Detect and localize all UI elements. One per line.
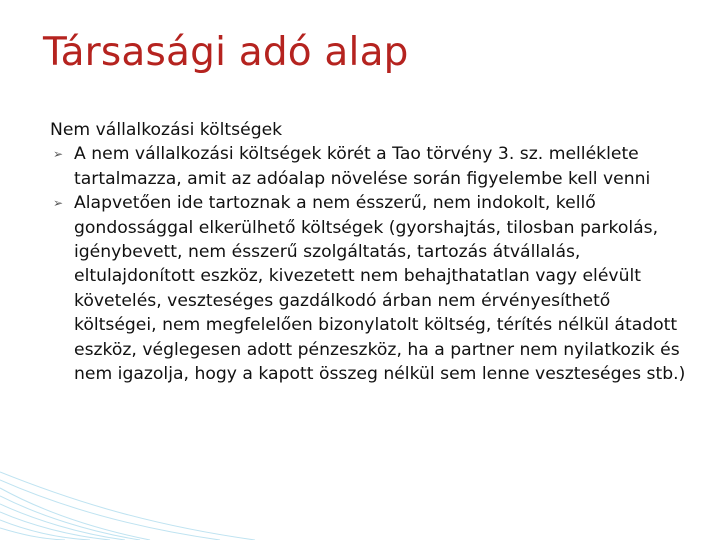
- bullet-list: [50, 142, 690, 386]
- arrow-bullet-icon: ➢: [53, 196, 64, 211]
- bullet-item: [50, 191, 690, 386]
- bullet-text: A nem vállalkozási költségek körét a Tao törvény 3. sz. melléklete tartalmazza, amit az adóalap növelése során figyelembe kell venni: [74, 144, 651, 189]
- slide-body: [50, 118, 690, 386]
- wave-line: [0, 520, 90, 540]
- bullet-text: Alapvetően ide tartoznak a nem ésszerű, nem indokolt, kellő gondossággal elkerülhető költségek (gyorshajtás, tilosban parkolás, igénybevett, nem ésszerű szolgáltatás, tartozás átvállalás, eltulajdonított eszköz, kivezetett nem behajthatatlan vagy elévült követelés, veszteséges gazdálkodó árban nem érvényesíthető költségei, nem megfelelően bizonylatolt költség, térítés nélkül átadott eszköz, véglegesen adott pénzeszköz, ha a partner nem nyilatkozik és nem igazolja, hogy a kapott összeg nélkül sem lenne veszteséges stb.): [74, 193, 686, 385]
- corner-wave-decoration: [0, 430, 260, 540]
- arrow-bullet-icon: ➢: [53, 147, 64, 162]
- bullet-item: [50, 142, 690, 191]
- slide-title: Társasági adó alap: [43, 30, 409, 75]
- section-heading: Nem vállalkozási költségek: [50, 120, 283, 140]
- wave-line: [0, 528, 65, 540]
